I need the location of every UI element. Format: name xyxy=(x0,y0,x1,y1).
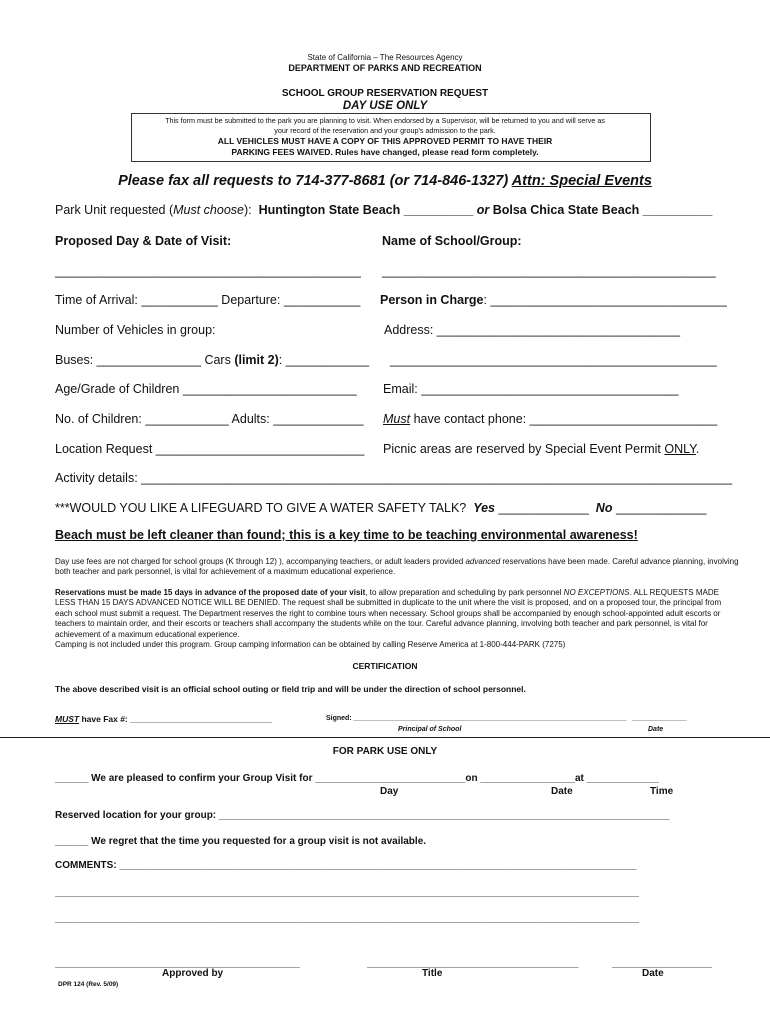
time-label: Time xyxy=(650,786,674,797)
phone-label: have contact phone: ___________________________ xyxy=(410,412,718,426)
agency-line: State of California – The Resources Agency xyxy=(307,53,463,62)
fax-number-field[interactable] xyxy=(55,714,272,724)
comments-line-3[interactable]: _________________________________________________________________________________________________________ xyxy=(55,913,639,924)
lifeguard-question xyxy=(55,501,706,515)
notice-line-3: ALL VEHICLES MUST HAVE A COPY OF THIS APPROVED PERMIT TO HAVE THEIR xyxy=(217,136,553,146)
certification-title: CERTIFICATION xyxy=(352,661,418,671)
proposed-day-label: Proposed Day & Date of Visit: xyxy=(55,234,232,248)
fax-label: have Fax #: ______________________________ xyxy=(79,714,272,724)
cars-blank: : ____________ xyxy=(278,353,370,367)
fax-must: MUST xyxy=(55,714,80,724)
address-line-2-field[interactable]: _______________________________________________ xyxy=(390,353,717,367)
park-unit-label: Park Unit requested ( xyxy=(55,203,174,217)
comments-field[interactable]: COMMENTS: _____________________________________________________________________________________________ xyxy=(55,860,637,871)
person-in-charge-field[interactable] xyxy=(380,293,727,307)
comments-line-2[interactable]: _________________________________________________________________________________________________________ xyxy=(55,887,639,898)
approved-by-line[interactable]: ____________________________________________ xyxy=(55,958,300,969)
person-blank: : __________________________________ xyxy=(483,293,727,307)
school-name-field[interactable]: ________________________________________________ xyxy=(382,264,716,278)
para1-b: reservations have been made. Careful advance planning, involving both teacher and park personnel, is vital for achievement of a maximum educational experience. xyxy=(55,557,739,577)
para1-advanced: advanced xyxy=(465,557,501,566)
para2-b: ALL REQUESTS MADE LESS THAN 15 DAYS ADVANCED NOTICE WILL BE DENIED. The request shall be submitted in duplicate to the unit where the visit is proposed, and on a proposed tour, the principal from each school must submit a request. The Department reserves the right to combine tours when necessary. School groups shall be accompanied by enough school-appointed adult escorts or teachers to maintain order, and their escorts or teachers shall accompany the students while on the tour. Careful advance planning, involving both teacher and park personnel, is vital for achievement of a maximum educational experience. xyxy=(55,588,722,639)
yes-blank[interactable]: _____________ xyxy=(494,501,589,515)
approved-by-label: Approved by xyxy=(162,968,224,979)
children-adults-field[interactable]: No. of Children: ____________ Adults: _____________ xyxy=(55,412,364,426)
title-line[interactable]: ______________________________________ xyxy=(367,958,579,969)
option-or: or xyxy=(476,203,490,217)
beach-cleanliness-notice: Beach must be left cleaner than found; this is a key time to be teaching environmental awareness! xyxy=(55,528,638,542)
picnic-period: . xyxy=(695,442,700,456)
notice-line-2: your record of the reservation and your group's admission to the park. xyxy=(274,126,496,135)
form-subtitle: DAY USE ONLY xyxy=(342,100,428,112)
buses-cars-field[interactable] xyxy=(55,353,369,367)
buses-label: Buses: _______________ Cars xyxy=(55,353,235,367)
date-label: Date xyxy=(551,786,573,797)
park-use-title: FOR PARK USE ONLY xyxy=(332,746,438,757)
fax-attn: Attn: Special Events xyxy=(511,173,652,189)
no-blank[interactable]: _____________ xyxy=(612,501,707,515)
park-unit-label-end: ): xyxy=(243,203,252,217)
lifeguard-no[interactable]: No xyxy=(595,501,613,515)
para2-camping: Camping is not included under this program. Group camping information can be obtained by calling Reserve America at 1-800-444-PARK (7275) xyxy=(55,640,566,650)
option-bolsa-chica[interactable]: Bolsa Chica State Beach __________ xyxy=(492,203,713,217)
para2-a: , to allow preparation and scheduling by park personnel xyxy=(365,588,564,597)
para2-no-exceptions: NO EXCEPTIONS. xyxy=(563,588,632,597)
department-line: DEPARTMENT OF PARKS AND RECREATION xyxy=(288,63,482,73)
cert-date-label: Date xyxy=(648,726,664,733)
arrival-departure-field[interactable]: Time of Arrival: ___________ Departure: ___________ xyxy=(55,293,361,307)
day-label: Day xyxy=(380,786,399,797)
confirm-visit-field[interactable]: ______ We are pleased to confirm your Group Visit for ___________________________on _________________at _____________ xyxy=(55,773,659,784)
must-choose: Must choose xyxy=(173,203,244,217)
park-unit-row xyxy=(55,203,712,217)
signed-field[interactable]: Signed: ______________________________________________________________________ xyxy=(326,715,627,722)
divider xyxy=(0,737,770,738)
reservations-paragraph xyxy=(55,588,740,650)
fees-paragraph xyxy=(55,557,740,578)
picnic-only: ONLY xyxy=(664,442,696,456)
para1-a: Day use fees are not charged for school groups (K through 12) ), accompanying teachers, or adult leaders provided xyxy=(55,557,466,566)
person-label: Person in Charge xyxy=(380,293,484,307)
picnic-text: Picnic areas are reserved by Special Event Permit xyxy=(383,442,665,456)
date-line[interactable]: __________________ xyxy=(612,958,713,969)
must-text: Must xyxy=(383,412,411,426)
form-title: SCHOOL GROUP RESERVATION REQUEST xyxy=(281,88,489,99)
email-field[interactable]: Email: _____________________________________ xyxy=(383,382,679,396)
fax-main: Please fax all requests to 714-377-8681 (or 714-846-1327) xyxy=(118,173,512,189)
certification-statement: The above described visit is an official school outing or field trip and will be under the direction of school personnel. xyxy=(55,684,526,694)
picnic-note xyxy=(383,442,699,456)
cars-limit: (limit 2) xyxy=(234,353,279,367)
lifeguard-text: ***WOULD YOU LIKE A LIFEGUARD TO GIVE A WATER SAFETY TALK? xyxy=(55,501,467,515)
reserved-location-field[interactable]: Reserved location for your group: _________________________________________________________________________________ xyxy=(55,810,670,821)
fax-instruction xyxy=(0,173,770,189)
notice-line-4: PARKING FEES WAIVED. Rules have changed, please read form completely. xyxy=(231,147,539,157)
age-grade-field[interactable]: Age/Grade of Children _________________________ xyxy=(55,382,357,396)
para2-bold: Reservations must be made 15 days in advance of the proposed date of your visit xyxy=(55,588,366,597)
title-label: Title xyxy=(422,968,443,979)
sig-date-label: Date xyxy=(642,968,664,979)
vehicles-label: Number of Vehicles in group: xyxy=(55,323,216,337)
location-request-field[interactable]: Location Request ______________________________ xyxy=(55,442,365,456)
contact-phone-field[interactable] xyxy=(383,412,717,426)
cert-date-field[interactable]: ______________ xyxy=(632,715,687,722)
proposed-day-field[interactable]: ____________________________________________ xyxy=(55,264,361,278)
option-huntington[interactable]: Huntington State Beach __________ xyxy=(258,203,474,217)
principal-label: Principal of School xyxy=(398,726,462,733)
regret-field[interactable]: ______ We regret that the time you requested for a group visit is not available. xyxy=(55,836,427,847)
school-name-label: Name of School/Group: xyxy=(382,234,522,248)
lifeguard-yes[interactable]: Yes xyxy=(473,501,495,515)
activity-details-field[interactable]: Activity details: _____________________________________________________________________________________ xyxy=(55,471,733,485)
form-id: DPR 124 (Rev. 5/09) xyxy=(58,981,119,988)
notice-line-1: This form must be submitted to the park you are planning to visit. When endorsed by a Supervisor, will be returned to you and will serve as xyxy=(165,116,605,125)
address-field[interactable]: Address: ___________________________________ xyxy=(384,323,681,337)
